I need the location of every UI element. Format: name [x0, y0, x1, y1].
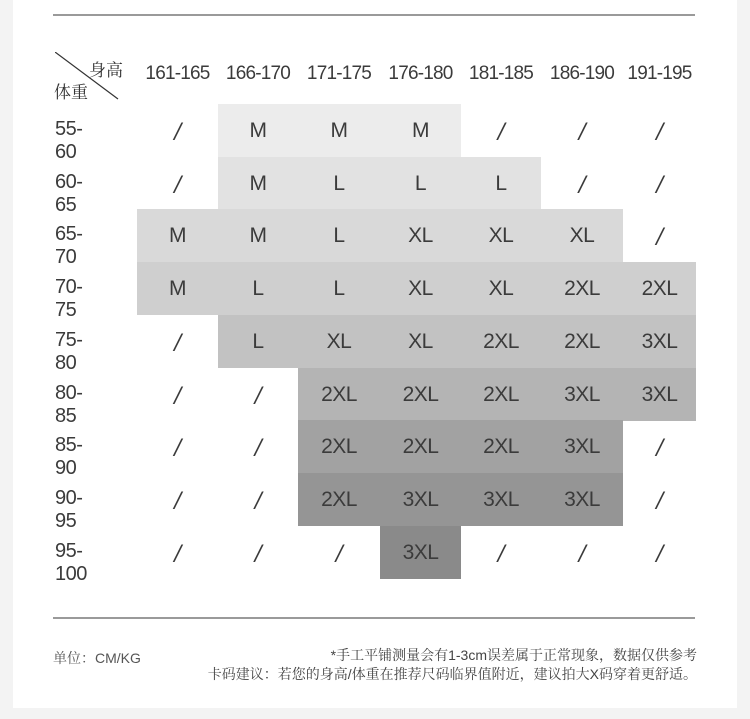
size-cell: / — [656, 540, 663, 565]
weight-row-label: 65-70 — [55, 223, 83, 269]
weight-axis-label: 体重 — [54, 83, 88, 102]
size-cell: / — [656, 434, 663, 459]
size-cell: 3XL — [541, 420, 623, 473]
size-cell: 2XL — [461, 315, 541, 368]
size-cell: / — [335, 540, 343, 565]
size-cell: 2XL — [541, 262, 623, 315]
size-cell: 2XL — [623, 262, 696, 315]
measurement-note-line: *手工平铺测量会有1-3cm误差属于正常现象，数据仅供参考 — [330, 647, 697, 663]
measurement-notes — [208, 646, 697, 684]
bottom-divider — [53, 617, 695, 619]
size-cell: / — [254, 540, 262, 565]
size-cell: / — [254, 434, 262, 459]
size-cell: 3XL — [541, 368, 623, 421]
height-column-header: 166-170 — [225, 63, 291, 84]
size-cell: L — [298, 157, 380, 210]
size-cell: XL — [541, 209, 623, 262]
size-cell: 3XL — [380, 526, 461, 579]
size-cell: 3XL — [380, 473, 461, 526]
sizing-advice-line: 卡码建议：若您的身高/体重在推荐尺码临界值附近，建议拍大X码穿着更舒适。 — [207, 666, 697, 682]
size-cell: 2XL — [380, 420, 461, 473]
weight-row-label: 80-85 — [55, 381, 83, 427]
weight-row-label: 70-75 — [55, 276, 83, 322]
size-cell: 2XL — [541, 315, 623, 368]
size-cell: L — [298, 209, 380, 262]
size-cell: / — [578, 118, 586, 143]
height-column-header: 186-190 — [549, 63, 615, 84]
size-cell: M — [218, 157, 298, 210]
size-cell: / — [656, 171, 663, 196]
size-cell: / — [656, 487, 663, 512]
unit-note: 单位：CM/KG — [53, 650, 141, 666]
size-cell: 2XL — [298, 473, 380, 526]
size-cell: 2XL — [461, 368, 541, 421]
height-column-header: 181-185 — [468, 63, 534, 84]
size-cell: 3XL — [623, 315, 696, 368]
size-cell: / — [578, 540, 586, 565]
size-cell: / — [254, 382, 262, 407]
size-cell: 3XL — [461, 473, 541, 526]
size-cell: XL — [380, 262, 461, 315]
size-cell: 2XL — [380, 368, 461, 421]
size-cell: / — [656, 223, 663, 248]
size-cell: / — [174, 487, 181, 512]
size-cell: / — [174, 382, 181, 407]
size-cell: M — [218, 209, 298, 262]
size-cell: L — [218, 315, 298, 368]
size-cell: L — [461, 157, 541, 210]
weight-row-label: 55-60 — [55, 118, 83, 163]
height-column-header: 161-165 — [145, 63, 210, 84]
size-cell: 2XL — [461, 420, 541, 473]
height-column-header: 171-175 — [306, 63, 372, 84]
size-cell: L — [218, 262, 298, 315]
size-cell: 3XL — [623, 368, 696, 421]
size-cell: / — [174, 434, 181, 459]
size-cell: XL — [461, 209, 541, 262]
top-divider — [53, 14, 695, 16]
size-cell: M — [137, 262, 218, 315]
size-cell: M — [298, 104, 380, 157]
size-cell: XL — [380, 209, 461, 262]
size-cell: / — [174, 329, 181, 354]
weight-row-label: 60-65 — [55, 170, 83, 216]
weight-row-label: 85-90 — [55, 434, 83, 480]
size-cell: / — [578, 171, 586, 196]
weight-row-label: 95-100 — [55, 539, 87, 585]
weight-row-label: 75-80 — [55, 328, 83, 374]
size-cell: M — [218, 104, 298, 157]
size-cell: M — [380, 104, 461, 157]
height-column-header: 176-180 — [388, 63, 453, 84]
size-cell: / — [497, 118, 505, 143]
height-axis-label: 身高 — [89, 61, 123, 80]
weight-row-label: 90-95 — [55, 486, 83, 532]
size-cell: M — [137, 209, 218, 262]
size-cell: XL — [298, 315, 380, 368]
height-column-header: 191-195 — [627, 63, 692, 84]
size-cell: L — [380, 157, 461, 210]
size-cell: XL — [461, 262, 541, 315]
size-cell: 2XL — [298, 420, 380, 473]
size-cell: L — [298, 262, 380, 315]
size-cell: / — [656, 118, 663, 143]
size-cell: / — [254, 487, 262, 512]
size-cell: / — [174, 540, 181, 565]
size-cell: / — [174, 118, 181, 143]
size-cell: / — [497, 540, 505, 565]
size-cell: 2XL — [298, 368, 380, 421]
size-cell: 3XL — [541, 473, 623, 526]
size-cell: / — [174, 171, 181, 196]
size-cell: XL — [380, 315, 461, 368]
